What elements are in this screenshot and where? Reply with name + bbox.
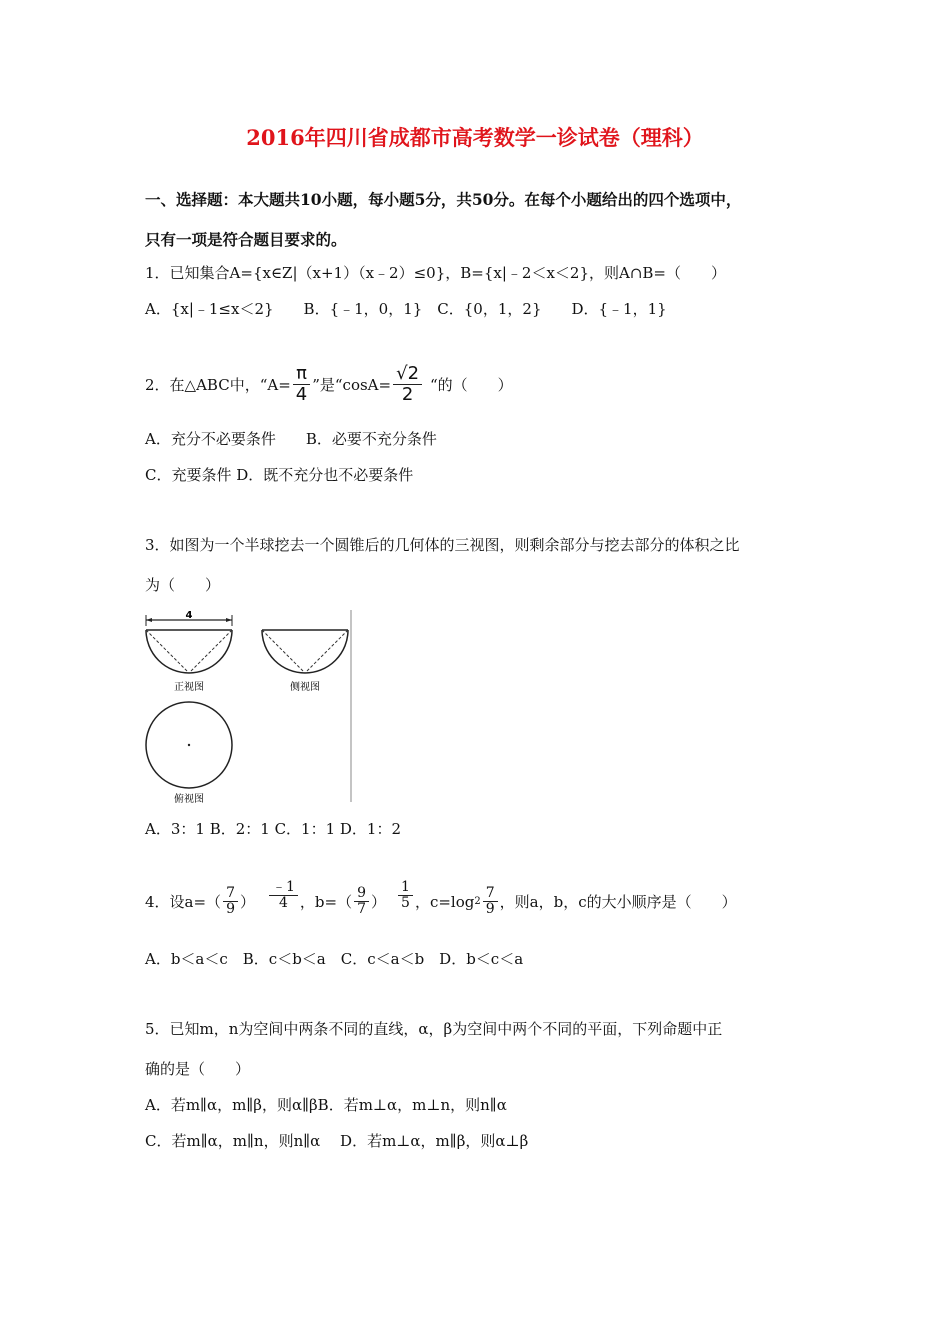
q4-a-exp-numerator: ﹣1 <box>269 880 298 896</box>
q4-a-exponent <box>269 880 298 912</box>
q3-stem-line1: 3．如图为一个半球挖去一个圆锥后的几何体的三视图，则剩余部分与挖去部分的体积之比 <box>145 536 740 554</box>
q4-a-pre: 4．设a=（ <box>145 893 222 912</box>
q4-b-exp-numerator: 1 <box>398 880 413 896</box>
q5-stem-line1: 5．已知m，n为空间中两条不同的直线，α，β为空间中两个不同的平面，下列命题中正 <box>145 1020 723 1038</box>
q1-stem: 1．已知集合A={x∈Z|（x+1）（x﹣2）≤0}，B={x|﹣2＜x＜2}，则A∩B=（ ） <box>145 264 726 282</box>
q4-post: ，则a，b，c的大小顺序是（ ） <box>499 893 737 912</box>
side-view-label: 侧视图 <box>290 682 320 693</box>
q4-c-fraction <box>483 886 498 918</box>
side-view <box>262 630 348 673</box>
section-heading-line1: 一、选择题：本大题共10小题，每小题5分，共50分。在每个小题给出的四个选项中， <box>145 190 742 209</box>
section-heading-line2: 只有一项是符合题目要求的。 <box>145 230 347 249</box>
q4-a-exp-denominator: 4 <box>279 895 288 912</box>
front-view-label: 正视图 <box>174 682 204 693</box>
fig-dimension-label: 4 <box>185 610 193 621</box>
q5-stem-line2: 确的是（ ） <box>145 1060 251 1078</box>
q4-a-denominator: 9 <box>226 901 235 918</box>
q5-options-ab: A．若m∥α，m∥β，则α∥βB．若m⊥α，m⊥n，则n∥α <box>145 1096 507 1114</box>
q2-fraction-a <box>293 364 310 405</box>
three-view-figure <box>140 608 355 804</box>
front-view <box>146 615 232 673</box>
top-view-label: 俯视图 <box>174 794 204 804</box>
q2-a-numerator: π <box>293 364 310 385</box>
q4-c-pre: ，c=log <box>414 893 475 912</box>
q4-b-fraction <box>354 886 369 918</box>
q4-c-numerator: 7 <box>483 886 498 902</box>
q4-b-exp-denominator: 5 <box>401 895 410 912</box>
q2-c-numerator: √2 <box>393 364 422 385</box>
q3-options: A．3：1 B．2：1 C．1：1 D．1：2 <box>145 820 402 838</box>
q4-b-pre: ，b=（ <box>299 893 353 912</box>
q4-stem <box>145 879 737 918</box>
q4-c-denominator: 9 <box>485 901 495 918</box>
q4-b-exponent <box>398 880 413 912</box>
q1-options: A．{x|﹣1≤x＜2} B．{﹣1，0，1} C．{0，1，2} D．{﹣1，1} <box>145 300 667 318</box>
top-view <box>146 702 232 788</box>
page-title: 2016年四川省成都市高考数学一诊试卷（理科） <box>246 125 704 150</box>
q4-b-close: ） <box>371 893 387 912</box>
q4-options: A．b＜a＜c B．c＜b＜a C．c＜a＜b D．b＜c＜a <box>145 950 524 968</box>
q5-options-cd: C．若m∥α，m∥n，则n∥α D．若m⊥α，m∥β，则α⊥β <box>145 1132 529 1150</box>
q4-c-base: 2 <box>474 896 481 908</box>
q2-post: “的（ ） <box>430 375 513 394</box>
q2-a-denominator: 4 <box>295 383 308 405</box>
q2-options-ab: A．充分不必要条件 B．必要不充分条件 <box>145 430 437 448</box>
q2-fraction-cos <box>393 364 422 405</box>
q2-c-denominator: 2 <box>401 383 414 405</box>
q4-a-close: ） <box>239 893 255 912</box>
q2-stem <box>145 364 513 405</box>
q2-mid: ”是“cosA= <box>312 375 392 394</box>
q4-a-numerator: 7 <box>223 886 238 902</box>
q4-a-fraction <box>223 886 238 918</box>
q3-stem-line2: 为（ ） <box>145 576 221 594</box>
q2-pre: 2．在△ABC中，“A= <box>145 375 291 394</box>
q4-b-denominator: 7 <box>357 901 367 918</box>
q4-b-numerator: 9 <box>354 886 369 902</box>
q2-options-cd: C．充要条件 D．既不充分也不必要条件 <box>145 466 414 484</box>
